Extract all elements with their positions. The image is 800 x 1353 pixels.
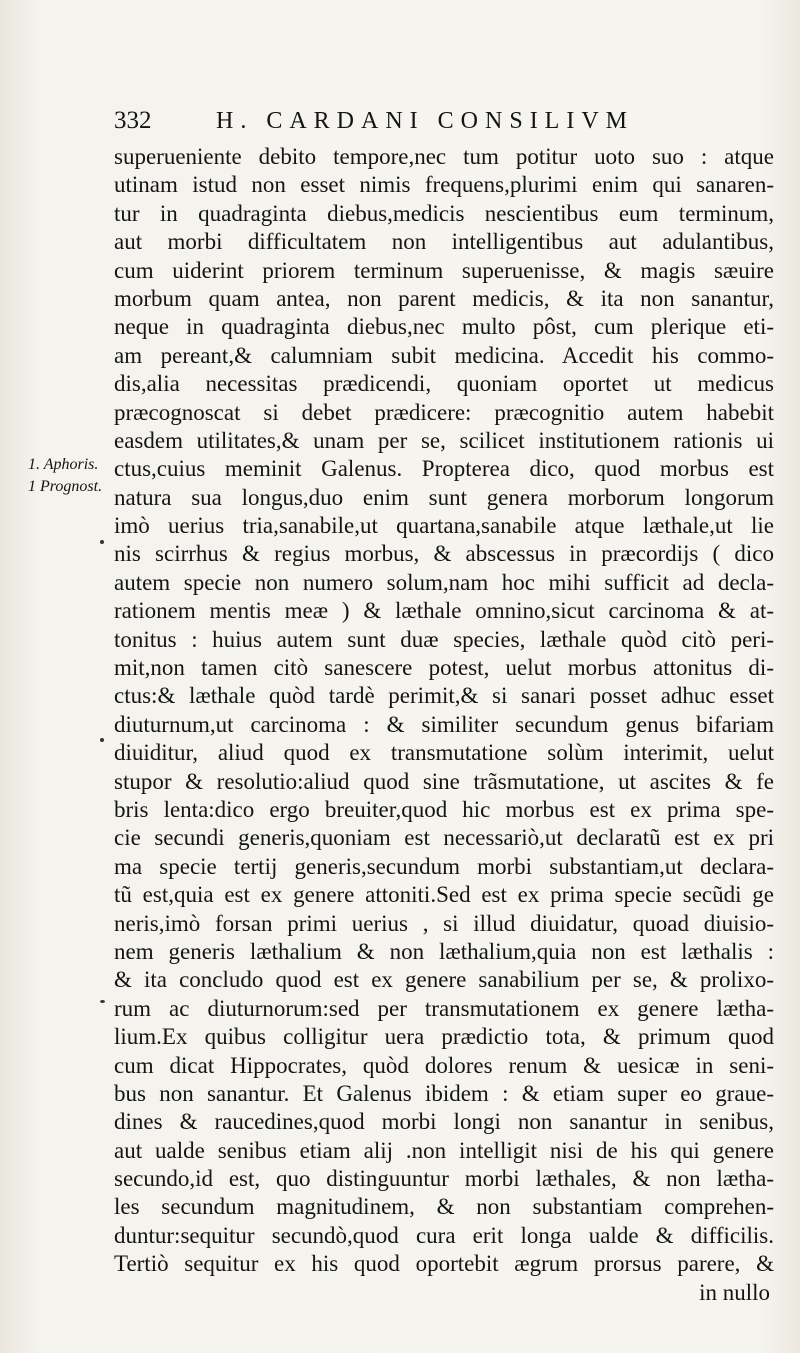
text-line: diuiditur, aliud quod ex transmutatione solùm interimit, uelut: [114, 740, 774, 766]
text-line: ctus:& læthale quòd tardè perimit,& si sanari posset adhuc esset: [114, 683, 774, 709]
text-line: natura sua longus,duo enim sunt genera morborum longorum: [114, 484, 774, 510]
text-line: les secundum magnitudinem, & non substantiam comprehen-: [114, 1194, 774, 1220]
text-line: bris lenta:dico ergo breuiter,quod hic morbus est ex prima spe-: [114, 796, 774, 822]
page-number: 332: [114, 107, 152, 134]
body-text: [114, 143, 774, 1307]
margin-note-prognostics: 1 Prognost.: [28, 478, 103, 495]
text-line: tonitus : huius autem sunt duæ species, læthale quòd citò peri-: [114, 626, 774, 652]
text-line: mit,non tamen citò sanescere potest, uelut morbus attonitus di-: [114, 655, 774, 681]
text-line: stupor & resolutio:aliud quod sine trãsmutatione, ut ascites & fe: [114, 768, 774, 794]
text-line: utinam istud non esset nimis frequens,plurimi enim qui sanaren-: [114, 172, 774, 198]
text-line: rum ac diuturnorum:sed per transmutationem ex genere lætha-: [114, 995, 774, 1021]
text-line: diuturnum,ut carcinoma : & similiter secundum genus bifariam: [114, 711, 774, 737]
ink-speck: [100, 738, 104, 742]
text-line: aut morbi difficultatem non intelligentibus aut adulantibus,: [114, 229, 774, 255]
text-line: cum uiderint priorem terminum superuenisse, & magis sæuire: [114, 257, 774, 283]
text-line: ctus,cuius meminit Galenus. Propterea dico, quod morbus est: [114, 456, 774, 482]
text-line: cum dicat Hippocrates, quòd dolores renum & uesicæ in seni-: [114, 1052, 774, 1078]
text-line: autem specie non numero solum,nam hoc mihi sufficit ad decla-: [114, 569, 774, 595]
text-line: superueniente debito tempore,nec tum potitur uoto suo : atque: [114, 144, 774, 169]
ink-speck: [100, 540, 104, 544]
text-line: am pereant,& calumniam subit medicina. Accedit his commo-: [114, 342, 774, 368]
text-line: lium.Ex quibus colligitur uera prædictio tota, & primum quod: [114, 1024, 774, 1050]
text-line: & ita concludo quod est ex genere sanabilium per se, & prolixo-: [114, 967, 774, 993]
page-header: [114, 103, 774, 139]
text-line: secundo,id est, quo distinguuntur morbi læthales, & non lætha-: [114, 1166, 774, 1192]
text-line: nis scirrhus & regius morbus, & abscessus in præcordijs ( dico: [114, 541, 774, 567]
text-line: neque in quadraginta diebus,nec multo pôst, cum plerique eti-: [114, 314, 774, 340]
text-line: neris,imò forsan primi uerius , si illud diuidatur, quoad diuisio-: [114, 910, 774, 936]
text-line: easdem utilitates,& unam per se, scilicet institutionem rationis ui: [114, 427, 774, 453]
text-line: morbum quam antea, non parent medicis, & ita non sanantur,: [114, 285, 774, 311]
ink-speck: [100, 1000, 105, 1003]
text-line: imò uerius tria,sanabile,ut quartana,sanabile atque læthale,ut lie: [114, 513, 774, 539]
text-line: duntur:sequitur secundò,quod cura erit longa ualde & difficilis.: [114, 1222, 774, 1248]
running-title: H. CARDANI CONSILIVM: [216, 108, 635, 134]
text-line: ma specie tertij generis,secundum morbi substantiam,ut declara-: [114, 853, 774, 879]
text-line: bus non sanantur. Et Galenus ibidem : & etiam super eo graue-: [114, 1080, 774, 1106]
text-line: rationem mentis meæ ) & læthale omnino,sicut carcinoma & at-: [114, 598, 774, 624]
text-line: dines & raucedines,quod morbi longi non sanantur in senibus,: [114, 1109, 774, 1135]
text-line: nem generis læthalium & non læthalium,quia non est læthalis :: [114, 938, 774, 964]
margin-notes: [28, 454, 112, 498]
text-line: aut ualde senibus etiam alij .non intelligit nisi de his qui genere: [114, 1137, 774, 1163]
text-line: tũ est,quia est ex genere attoniti.Sed est ex prima specie secũdi ge: [114, 882, 774, 908]
margin-note-aphorisms: 1. Aphoris.: [28, 456, 99, 473]
text-line: tur in quadraginta diebus,medicis nescientibus eum terminum,: [114, 200, 774, 226]
text-line: Tertiò sequitur ex his quod oportebit ægrum prorsus parere, &: [114, 1251, 774, 1277]
text-line: præcognoscat si debet prædicere: præcognitio autem habebit: [114, 399, 774, 425]
text-line: cie secundi generis,quoniam est necessariò,ut declaratũ est ex pri: [114, 825, 774, 851]
catchword: in nullo: [699, 1279, 770, 1305]
text-line: dis,alia necessitas prædicendi, quoniam oportet ut medicus: [114, 371, 774, 397]
